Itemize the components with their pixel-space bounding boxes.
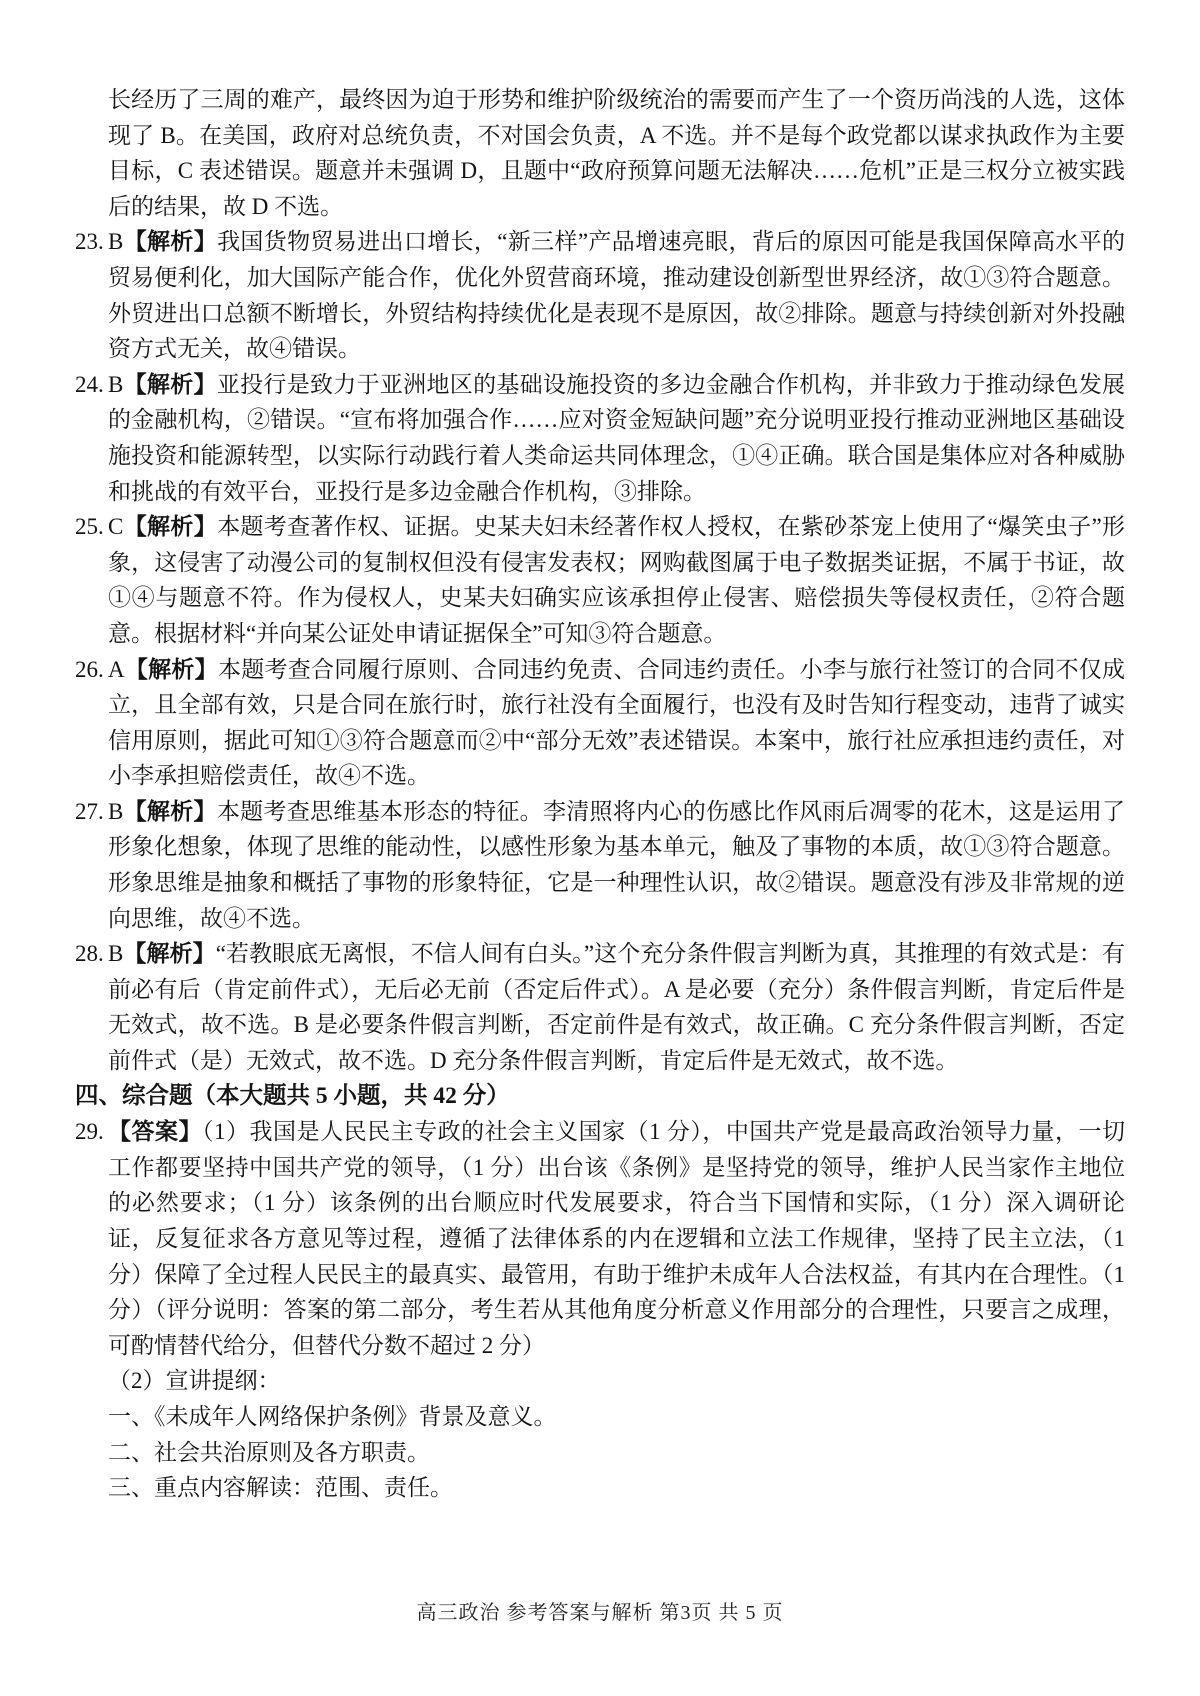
analysis-text: “若教眼底无离恨，不信人间有白头。”这个充分条件假言判断为真，其推理的有效式是：有前必有后（肯定前件式），无后必无前（否定后件式）。A 是必要（充分）条件假言判断，肯定后件是无效式，故不选。B 是必要条件假言判断，否定前件是有效式，故正确。C 充分条件假言判断，否定前件式（是）无效式，故不选。D 充分条件假言判断，肯定后件是无效式，故不选。 <box>108 941 1126 1074</box>
item-number: 23. <box>75 229 104 255</box>
analysis-text: 本题考查合同履行原则、合同违约免责、合同违约责任。小李与旅行社签订的合同不仅成立，且全部有效，只是合同在旅行时，旅行社没有全面履行，也没有及时告知行程变动，违背了诚实信用原则，据此可知①③符合题意而②中“部分无效”表述错误。本案中，旅行社应承担违约责任，对小李承担赔偿责任，故④不选。 <box>108 656 1126 789</box>
analysis-tag: 【解析】 <box>123 798 217 824</box>
answer-letter: C <box>108 514 124 540</box>
analysis-text: 本题考查著作权、证据。史某夫妇未经著作权人授权，在紫砂茶宠上使用了“爆笑虫子”形象，这侵害了动漫公司的复制权但没有侵害发表权；网购截图属于电子数据类证据，不属于书证，故①④与题意不符。作为侵权人，史某夫妇确实应该承担停止侵害、赔偿损失等侵权责任，②符合题意。根据材料“并向某公证处申请证据保全”可知③符合题意。 <box>108 514 1125 646</box>
answer-item-25 <box>75 509 1125 651</box>
item-body <box>108 652 1125 794</box>
answer-text <box>108 1114 1125 1363</box>
outline-point-1: 一、《未成年人网络保护条例》背景及意义。 <box>108 1403 557 1429</box>
outline-label: （2）宣讲提纲： <box>108 1368 281 1394</box>
page-footer: 高三政治 参考答案与解析 第3页 共 5 页 <box>416 1602 784 1624</box>
page-content <box>75 82 1125 1506</box>
item-number: 28. <box>75 941 104 967</box>
answer-body-text: （1）我国是人民民主专政的社会主义国家（1 分），中国共产党是最高政治领导力量，一切工作都要坚持中国共产党的领导，（1 分）出台该《条例》是坚持党的领导，维护人民当家作主地位的必然要求；（1 分）该条例的出台顺应时代发展要求，符合当下国情和实际，（1 分）深入调研论证，反复征求各方意见等过程，遵循了法律体系的内在逻辑和立法工作规律，坚持了民主立法，（1 分）保障了全过程人民民主的最真实、最管用，有助于维护未成年人合法权益，有其内在合理性。（1 分）（评分说明：答案的第二部分，考生若从其他角度分析意义作用部分的合理性，只要言之成理，可酌情替代给分，但替代分数不超过 2 分） <box>108 1119 1126 1358</box>
analysis-text: 我国货物贸易进出口增长，“新三样”产品增速亮眼，背后的原因可能是我国保障高水平的贸易便利化，加大国际产能合作，优化外贸营商环境，推动建设创新型世界经济，故①③符合题意。外贸进出口总额不断增长，外贸结构持续优化是表现不是原因，故②排除。题意与持续创新对外投融资方式无关，故④错误。 <box>108 229 1125 362</box>
outline-point-2: 二、社会共治原则及各方职责。 <box>108 1439 430 1465</box>
item-number: 24. <box>75 371 104 397</box>
answer-letter: B <box>108 941 124 967</box>
answer-item-29 <box>75 1114 1125 1506</box>
item-number: 26. <box>75 656 104 682</box>
answer-item-26 <box>75 652 1125 794</box>
item-body <box>108 936 1125 1078</box>
answer-item-23 <box>75 224 1125 366</box>
item-number: 27. <box>75 798 104 824</box>
analysis-text: 本题考查思维基本形态的特征。李清照将内心的伤感比作风雨后凋零的花木，这是运用了形象化想象，体现了思维的能动性，以感性形象为基本单元，触及了事物的本质，故①③符合题意。形象思维是抽象和概括了事物的形象特征，它是一种理性认识，故②错误。题意没有涉及非常规的逆向思维，故④不选。 <box>108 798 1126 931</box>
answer-tag: 【答案】 <box>108 1119 203 1145</box>
analysis-tag: 【解析】 <box>123 371 217 397</box>
answer-item-27 <box>75 794 1125 936</box>
item-body <box>108 509 1125 651</box>
item-number: 29. <box>75 1119 104 1145</box>
analysis-tag: 【解析】 <box>123 941 216 967</box>
analysis-text: 亚投行是致力于亚洲地区的基础设施投资的多边金融合作机构，并非致力于推动绿色发展的金融机构，②错误。“宣布将加强合作……应对资金短缺问题”充分说明亚投行推动亚洲地区基础设施投资和能源转型，以实际行动践行着人类命运共同体理念，①④正确。联合国是集体应对各种威胁和挑战的有效平台，亚投行是多边金融合作机构，③排除。 <box>108 371 1126 504</box>
answer-letter: A <box>108 656 125 682</box>
answer-item-28 <box>75 936 1125 1078</box>
answer-letter: B <box>108 371 124 397</box>
answer-22-continuation-paragraph: 长经历了三周的难产，最终因为迫于形势和维护阶级统治的需要而产生了一个资历尚浅的人选，这体现了 B。在美国，政府对总统负责，不对国会负责，A 不选。并不是每个政党都以谋求执政作为主要目标，C 表述错误。题意并未强调 D，且题中“政府预算问题无法解决……危机”正是三权分立被实践后的结果，故 D 不选。 <box>108 87 1125 219</box>
item-body <box>108 367 1125 509</box>
answer-letter: B <box>108 798 124 824</box>
item-body <box>108 224 1125 366</box>
item-number: 25. <box>75 514 104 540</box>
analysis-tag: 【解析】 <box>123 229 218 255</box>
answer-item-24 <box>75 367 1125 509</box>
answer-letter: B <box>108 229 124 255</box>
item-body <box>108 1114 1125 1506</box>
analysis-tag: 【解析】 <box>123 514 218 540</box>
section-heading: 四、综合题（本大题共 5 小题，共 42 分） <box>75 1082 510 1109</box>
analysis-tag: 【解析】 <box>124 656 218 682</box>
item-body <box>108 794 1125 936</box>
outline-point-3: 三、重点内容解读：范围、责任。 <box>108 1475 453 1501</box>
